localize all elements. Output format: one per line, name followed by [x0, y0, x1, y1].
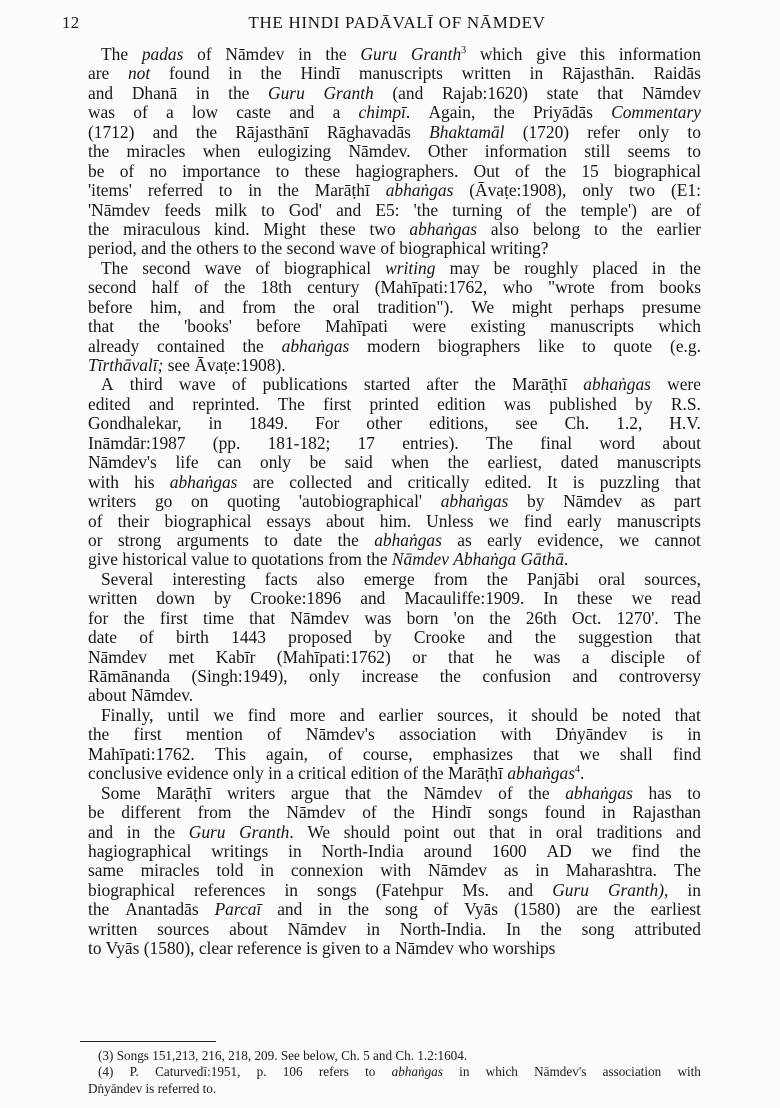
text-line: and in the Guru Granth. We should point out that in oral traditions and: [88, 821, 701, 842]
text-line: be different from the Nāmdev of the Hindī songs found in Rajasthan: [88, 802, 701, 823]
running-title: THE HINDI PADĀVALĪ OF NĀMDEV: [248, 13, 546, 32]
text-line: Nāmdev met Kabīr (Mahīpati:1762) or that he was a disciple of: [88, 646, 701, 667]
text-line: written sources about Nāmdev in North-India. In the song attributed: [88, 918, 701, 939]
text-line: to Vyās (1580), clear reference is given to a Nāmdev who worships: [88, 938, 556, 959]
text-line: give historical value to quotations from the Nāmdev Abhaṅga Gāthā.: [88, 549, 569, 570]
text-line: same miracles told in connexion with Nāmdev as in Maharashtra. The: [88, 860, 701, 881]
running-head: [62, 13, 718, 35]
text-line: or strong arguments to date the abhaṅgas as early evidence, we cannot: [88, 529, 701, 550]
footnote-block: [88, 1048, 701, 1097]
body-paragraph: [88, 570, 701, 706]
text-line: hagiographical writings in North-India around 1600 AD we find the: [88, 840, 701, 861]
body-paragraph: [88, 45, 701, 259]
body-paragraph: [88, 259, 701, 376]
text-line: Nāmdev's life can only be said when the earliest, dated manuscripts: [88, 452, 701, 473]
text-line: The second wave of biographical writing may be roughly placed in the: [101, 257, 701, 278]
text-line: date of birth 1443 proposed by Crooke and the suggestion that: [88, 627, 701, 648]
text-line: edited and reprinted. The first printed edition was published by R.S.: [88, 393, 701, 414]
text-line: of their biographical essays about him. Unless we find early manuscripts: [88, 510, 701, 531]
text-line: the miraculous kind. Might these two abhaṅgas also belong to the earlier: [88, 218, 701, 239]
text-line: written down by Crooke:1896 and Macauliffe:1909. In these we read: [88, 588, 701, 609]
text-line: and Dhanā in the Guru Granth (and Rajab:1620) state that Nāmdev: [88, 82, 701, 103]
text-line: A third wave of publications started after the Marāṭhī abhaṅgas were: [101, 374, 701, 395]
footnote: [88, 1064, 701, 1097]
body-text-column: [88, 45, 701, 959]
text-line: about Nāmdev.: [88, 685, 194, 706]
text-line: conclusive evidence only in a critical edition of the Marāṭhī abhaṅgas$^4$.: [88, 763, 585, 784]
text-line: was of a low caste and a chimpī. Again, the Priyādās Commentary: [88, 102, 701, 123]
text-line: for the first time that Nāmdev was born 'on the 26th Oct. 1270'. The: [88, 607, 701, 628]
text-line: Ināmdār:1987 (pp. 181-182; 17 entries). The final word about: [88, 432, 701, 453]
body-paragraph: [88, 784, 701, 959]
footnote-separator-rule: [80, 1041, 216, 1042]
text-line: Gondhalekar, in 1849. For other editions, see Ch. 1.2, H.V.: [88, 413, 701, 434]
text-line: Tīrthāvalī; see Āvaṭe:1908).: [88, 355, 286, 375]
footnote-line: Dṅyāndev is referred to.: [88, 1080, 217, 1096]
body-paragraph: [88, 375, 701, 569]
text-line: Rāmānanda (Singh:1949), only increase the confusion and controversy: [88, 666, 701, 686]
text-line: period, and the others to the second wave of biographical writing?: [88, 238, 549, 259]
text-line: the Anantadās Parcaī and in the song of Vyās (1580) are the earliest: [88, 899, 701, 920]
text-line: Some Marāṭhī writers argue that the Nāmdev of the abhaṅgas has to: [101, 782, 701, 803]
text-line: Finally, until we find more and earlier sources, it should be noted that: [101, 704, 701, 725]
text-line: writers go on quoting 'autobiographical' abhaṅgas by Nāmdev as part: [88, 491, 701, 512]
text-line: biographical references in songs (Fatehpur Ms. and Guru Granth), in: [88, 879, 701, 900]
text-line: second half of the 18th century (Mahīpati:1762, who "wrote from books: [88, 277, 701, 298]
footnote-line: (3) Songs 151,213, 216, 218, 209. See below, Ch. 5 and Ch. 1.2:1604.: [98, 1048, 468, 1063]
page-number: 12: [62, 13, 80, 32]
text-line: the miracles when eulogizing Nāmdev. Other information still seems to: [88, 141, 701, 162]
text-line: already contained the abhaṅgas modern biographers like to quote (e.g.: [88, 335, 701, 356]
text-line: Mahīpati:1762. This again, of course, emphasizes that we shall find: [88, 743, 701, 764]
text-line: 'items' referred to in the Marāṭhī abhaṅgas (Āvaṭe:1908), only two (E1:: [88, 180, 701, 201]
footnote-line: (4) P. Caturvedī:1951, p. 106 refers to abhaṅgas in which Nāmdev's association with: [98, 1064, 701, 1080]
text-line: Several interesting facts also emerge from the Panjābi oral sources,: [101, 568, 701, 589]
body-paragraph: [88, 706, 701, 784]
text-line: The padas of Nāmdev in the Guru Granth$^3$ which give this information: [101, 44, 701, 64]
text-line: are not found in the Hindī manuscripts written in Rājasthān. Raidās: [88, 63, 701, 84]
text-line: with his abhaṅgas are collected and critically edited. It is puzzling that: [88, 471, 701, 492]
text-line: (1712) and the Rājasthānī Rāghavadās Bhaktamāl (1720) refer only to: [88, 121, 701, 142]
text-line: be of no importance to these hagiographers. Out of the 15 biographical: [88, 160, 701, 181]
text-line: that the 'books' before Mahīpati were existing manuscripts which: [88, 316, 701, 337]
text-line: the first mention of Nāmdev's association with Dṅyāndev is in: [88, 724, 701, 745]
footnote: [88, 1048, 701, 1064]
text-line: 'Nāmdev feeds milk to God' and E5: 'the turning of the temple') are of: [88, 199, 701, 220]
text-line: before him, and from the oral tradition"). We might perhaps presume: [88, 296, 701, 317]
